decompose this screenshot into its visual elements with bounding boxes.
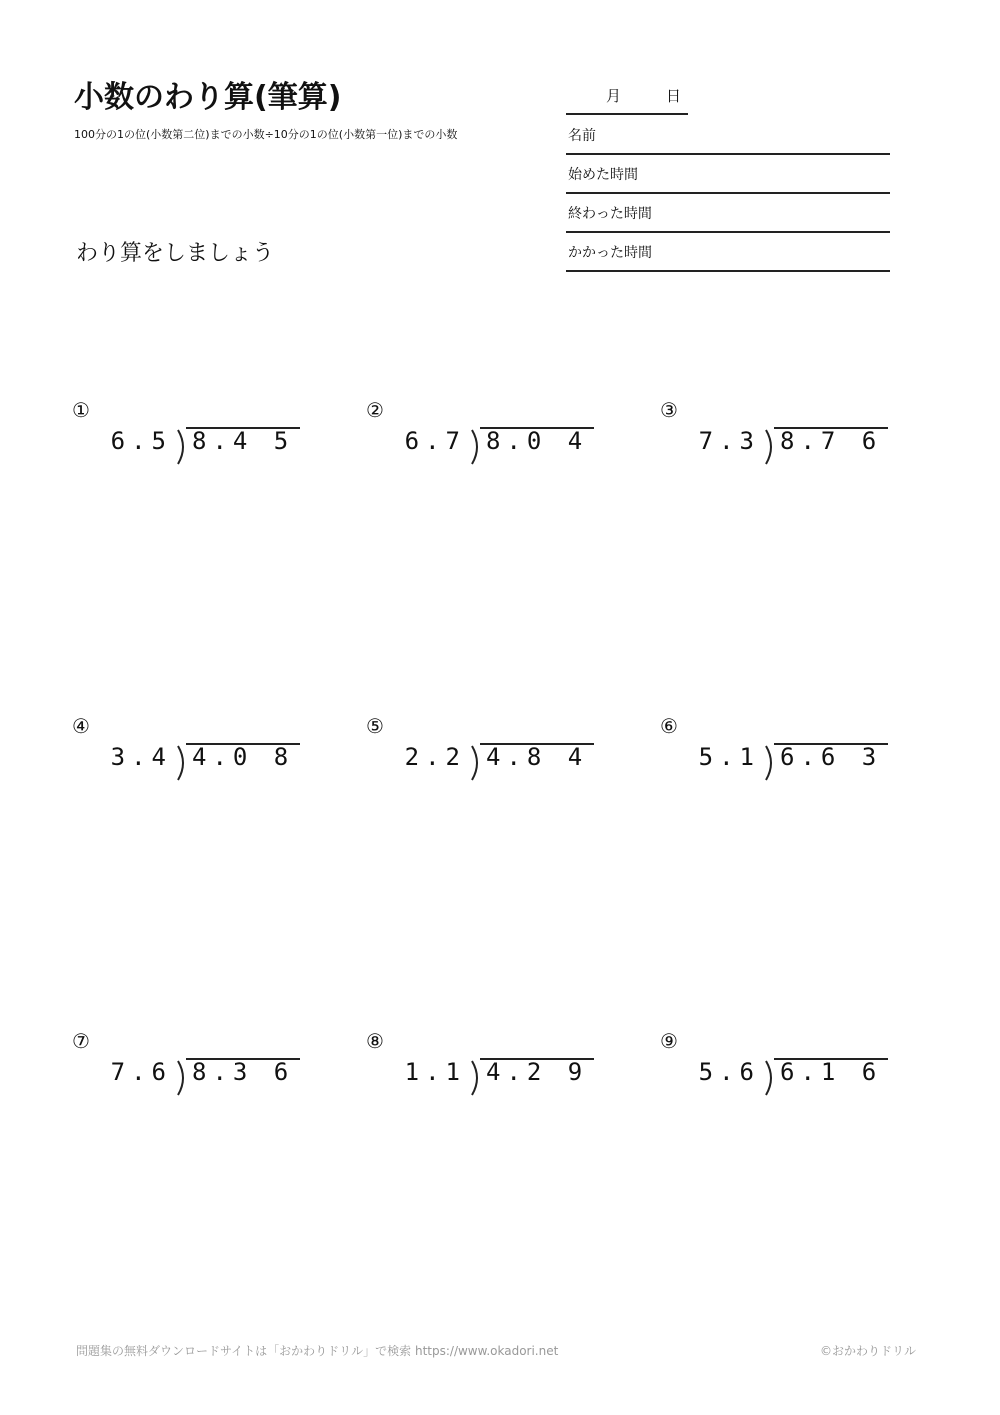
dividend: 4.0 8: [192, 743, 295, 771]
problem-4: [72, 716, 312, 796]
name-label: 名前: [568, 128, 596, 144]
dividend: 4.8 4: [486, 743, 589, 771]
dividend: 8.7 6: [780, 427, 883, 455]
division-bracket-icon: [468, 428, 486, 466]
division-bracket-icon: [762, 428, 780, 466]
page-subtitle: 100分の1の位(小数第二位)までの小数÷10分の1の位(小数第一位)までの小数: [74, 128, 458, 141]
problem-number: ④: [72, 714, 90, 738]
division-bracket-icon: [174, 744, 192, 782]
divisor: 5.1: [698, 743, 760, 771]
division-bracket-icon: [174, 428, 192, 466]
divisor: 6.5: [110, 427, 172, 455]
day-label: 日: [666, 87, 682, 105]
problem-number: ⑦: [72, 1029, 90, 1053]
date-field[interactable]: [566, 82, 688, 115]
end-time-label: 終わった時間: [568, 206, 652, 222]
problem-number: ⑨: [660, 1029, 678, 1053]
end-time-field[interactable]: [566, 193, 890, 233]
division-bracket-icon: [762, 1059, 780, 1097]
divisor: 1.1: [404, 1058, 466, 1086]
divisor: 7.6: [110, 1058, 172, 1086]
problem-2: [366, 400, 606, 480]
dividend: 8.4 5: [192, 427, 295, 455]
divisor: 3.4: [110, 743, 172, 771]
dividend: 4.2 9: [486, 1058, 589, 1086]
divisor: 6.7: [404, 427, 466, 455]
page-title: 小数のわり算(筆算): [74, 80, 342, 115]
problem-number: ⑧: [366, 1029, 384, 1053]
division-bracket-icon: [468, 744, 486, 782]
name-field[interactable]: [566, 115, 890, 155]
dividend: 6.1 6: [780, 1058, 883, 1086]
duration-field[interactable]: [566, 232, 890, 272]
problem-number: ⑥: [660, 714, 678, 738]
dividend: 8.0 4: [486, 427, 589, 455]
division-bracket-icon: [468, 1059, 486, 1097]
problem-6: [660, 716, 900, 796]
divisor: 7.3: [698, 427, 760, 455]
problem-number: ①: [72, 398, 90, 422]
problem-9: [660, 1031, 900, 1111]
problem-5: [366, 716, 606, 796]
division-bracket-icon: [174, 1059, 192, 1097]
problem-7: [72, 1031, 312, 1111]
instruction-text: わり算をしましょう: [76, 241, 275, 266]
start-time-label: 始めた時間: [568, 167, 638, 183]
division-bracket-icon: [762, 744, 780, 782]
month-label: 月: [606, 87, 622, 105]
footer-copyright: ©おかわりドリル: [819, 1344, 916, 1358]
problem-number: ③: [660, 398, 678, 422]
problem-number: ⑤: [366, 714, 384, 738]
duration-label: かかった時間: [568, 245, 652, 261]
problem-1: [72, 400, 312, 480]
problem-8: [366, 1031, 606, 1111]
footer-download-note: 問題集の無料ダウンロードサイトは「おかわりドリル」で検索 https://www.okadori.net: [76, 1344, 559, 1358]
dividend: 6.6 3: [780, 743, 883, 771]
problem-3: [660, 400, 900, 480]
start-time-field[interactable]: [566, 154, 890, 194]
divisor: 2.2: [404, 743, 466, 771]
problem-number: ②: [366, 398, 384, 422]
dividend: 8.3 6: [192, 1058, 295, 1086]
divisor: 5.6: [698, 1058, 760, 1086]
